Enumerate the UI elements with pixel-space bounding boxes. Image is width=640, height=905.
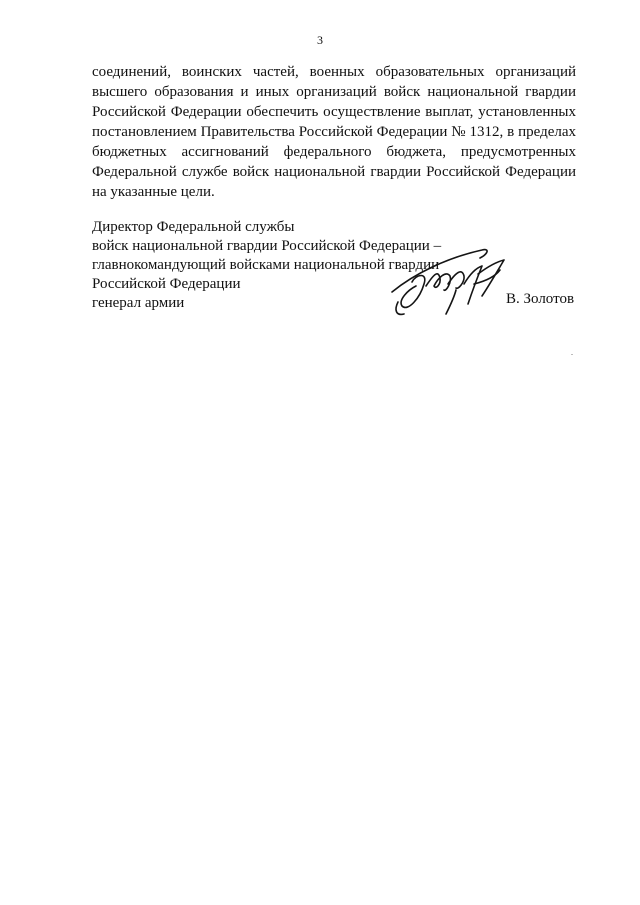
handwritten-signature <box>386 240 516 320</box>
body-line: соединений, воинских частей, военных образовательных организаций <box>92 64 576 80</box>
signatory-title-line: Директор Федеральной службы <box>92 219 295 235</box>
signatory-rank: генерал армии <box>92 295 185 311</box>
body-line: постановлением Правительства Российской Федерации № 1312, в пределах <box>92 124 576 140</box>
body-line: Российской Федерации обеспечить осуществление выплат, установленных <box>92 104 576 120</box>
signatory-title-line: главнокомандующий войсками национальной гвардии <box>92 257 440 273</box>
body-line: на указанные цели. <box>92 184 215 200</box>
body-line: бюджетных ассигнований федерального бюджета, предусмотренных <box>92 144 576 160</box>
scan-artifact <box>571 354 573 355</box>
signatory-title-line: войск национальной гвардии Российской Федерации – <box>92 238 442 254</box>
signatory-title-line: Российской Федерации <box>92 276 241 292</box>
body-paragraph <box>92 62 576 202</box>
body-line: высшего образования и иных организаций войск национальной гвардии <box>92 84 576 100</box>
page-number: 3 <box>317 33 323 47</box>
signer-name: В. Золотов <box>506 291 575 307</box>
body-line: Федеральной службе войск национальной гвардии Российской Федерации <box>92 164 576 180</box>
